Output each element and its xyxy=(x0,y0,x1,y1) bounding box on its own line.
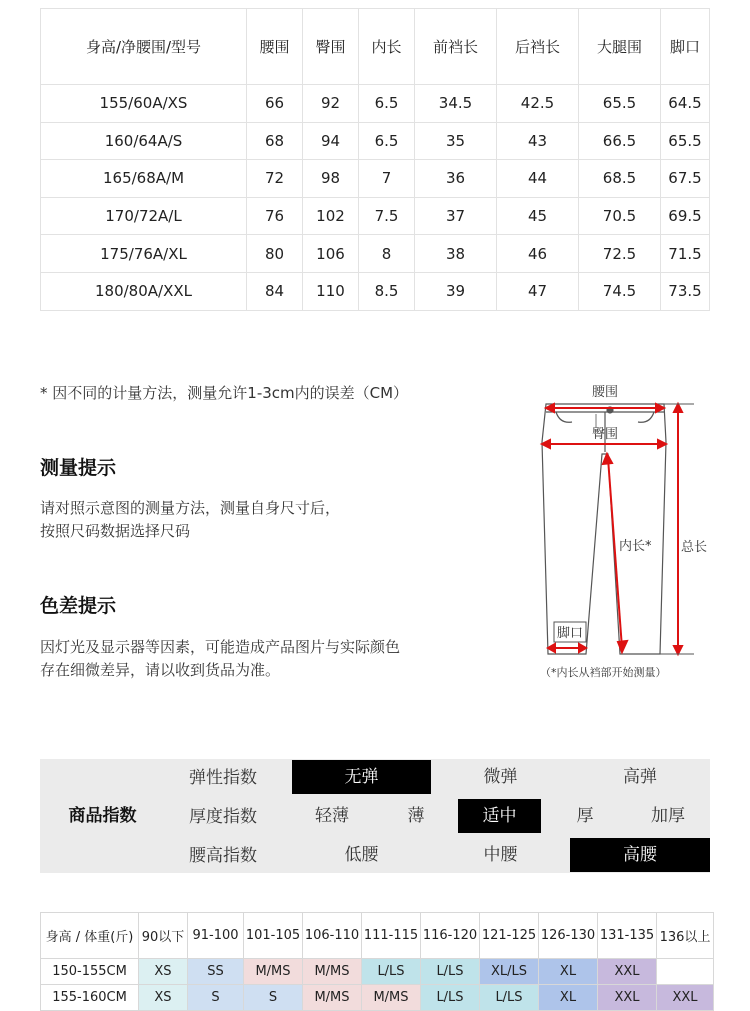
size-recommendation-cell: XL/LS xyxy=(480,959,539,985)
size-recommendation-cell: XXL xyxy=(598,985,657,1011)
size-recommendation-cell: XXL xyxy=(598,959,657,985)
header-front-rise: 前裆长 xyxy=(415,9,497,85)
height-weight-table xyxy=(40,912,714,1011)
size-value-cell: 74.5 xyxy=(579,272,661,310)
size-value-cell: 98 xyxy=(303,160,359,198)
header-thigh: 大腿围 xyxy=(579,9,661,85)
thickness-option: 厚 xyxy=(576,806,594,826)
elastic-option: 无弹 xyxy=(292,760,431,794)
color-tip-title: 色差提示 xyxy=(40,595,117,617)
size-row xyxy=(41,160,710,198)
size-value-cell: 47 xyxy=(497,272,579,310)
header-back-rise: 后裆长 xyxy=(497,9,579,85)
size-value-cell: 72 xyxy=(247,160,303,198)
weight-range-header: 90以下 xyxy=(139,913,188,959)
height-range-cell: 155-160CM xyxy=(41,985,139,1011)
size-value-cell: 38 xyxy=(415,235,497,273)
size-row xyxy=(41,235,710,273)
size-row xyxy=(41,85,710,123)
size-value-cell: 7.5 xyxy=(359,197,415,235)
weight-range-header: 91-100 xyxy=(188,913,244,959)
size-recommendation-cell: L/LS xyxy=(362,959,421,985)
size-recommendation-cell: XL xyxy=(539,959,598,985)
color-tip-line: 存在细微差异，请以收到货品为准。 xyxy=(40,661,281,679)
size-recommendation-cell xyxy=(657,959,714,985)
size-value-cell: 65.5 xyxy=(661,122,710,160)
size-value-cell: 36 xyxy=(415,160,497,198)
weight-range-header: 131-135 xyxy=(598,913,657,959)
size-value-cell: 71.5 xyxy=(661,235,710,273)
header-waist: 腰围 xyxy=(247,9,303,85)
size-value-cell: 65.5 xyxy=(579,85,661,123)
total-length-arrow xyxy=(674,404,682,654)
header-inseam: 内长 xyxy=(359,9,415,85)
waist-index-label: 腰高指数 xyxy=(189,846,257,866)
size-value-cell: 92 xyxy=(303,85,359,123)
size-value-cell: 66.5 xyxy=(579,122,661,160)
size-value-cell: 35 xyxy=(415,122,497,160)
size-recommendation-cell: L/LS xyxy=(421,959,480,985)
weight-range-header: 111-115 xyxy=(362,913,421,959)
size-value-cell: 44 xyxy=(497,160,579,198)
size-value-cell: 73.5 xyxy=(661,272,710,310)
size-value-cell: 72.5 xyxy=(579,235,661,273)
size-row xyxy=(41,197,710,235)
size-row xyxy=(41,272,710,310)
size-label-cell: 175/76A/XL xyxy=(41,235,247,273)
weight-range-header: 101-105 xyxy=(244,913,303,959)
size-value-cell: 6.5 xyxy=(359,85,415,123)
size-value-cell: 69.5 xyxy=(661,197,710,235)
diagram-waist-label: 腰围 xyxy=(592,385,619,400)
color-tip-line: 因灯光及显示器等因素，可能造成产品图片与实际颜色 xyxy=(40,638,401,656)
thickness-option: 加厚 xyxy=(651,806,685,826)
thickness-option: 适中 xyxy=(458,799,541,833)
size-label-cell: 160/64A/S xyxy=(41,122,247,160)
size-value-cell: 106 xyxy=(303,235,359,273)
size-value-cell: 34.5 xyxy=(415,85,497,123)
elastic-option: 高弹 xyxy=(623,767,657,787)
size-label-cell: 180/80A/XXL xyxy=(41,272,247,310)
waist-option: 高腰 xyxy=(570,838,710,872)
height-range-cell: 150-155CM xyxy=(41,959,139,985)
size-value-cell: 37 xyxy=(415,197,497,235)
color-tip-text xyxy=(40,636,400,682)
measure-tip-line: 请对照示意图的测量方法，测量自身尺寸后， xyxy=(40,499,341,517)
size-value-cell: 66 xyxy=(247,85,303,123)
size-table-header-row xyxy=(41,9,710,85)
diagram-hem-label: 脚口 xyxy=(557,626,584,641)
diagram-inseam-label: 内长* xyxy=(619,539,652,554)
size-recommendation-cell: S xyxy=(188,985,244,1011)
thickness-index-label: 厚度指数 xyxy=(189,807,257,827)
size-value-cell: 67.5 xyxy=(661,160,710,198)
thickness-option: 薄 xyxy=(407,806,425,826)
size-value-cell: 70.5 xyxy=(579,197,661,235)
size-recommendation-cell: S xyxy=(244,985,303,1011)
size-value-cell: 68 xyxy=(247,122,303,160)
size-label-cell: 155/60A/XS xyxy=(41,85,247,123)
weight-table-header-row xyxy=(41,913,714,959)
weight-range-header: 136以上 xyxy=(657,913,714,959)
size-value-cell: 8 xyxy=(359,235,415,273)
waist-option: 中腰 xyxy=(483,845,518,865)
header-hem: 脚口 xyxy=(661,9,710,85)
header-hip: 臀围 xyxy=(303,9,359,85)
size-value-cell: 6.5 xyxy=(359,122,415,160)
size-recommendation-cell: XS xyxy=(139,985,188,1011)
size-recommendation-cell: M/MS xyxy=(362,985,421,1011)
size-recommendation-cell: M/MS xyxy=(303,959,362,985)
size-value-cell: 102 xyxy=(303,197,359,235)
size-value-cell: 8.5 xyxy=(359,272,415,310)
size-label-cell: 170/72A/L xyxy=(41,197,247,235)
waist-option: 低腰 xyxy=(344,845,379,865)
diagram-caption: （*内长从裆部开始测量） xyxy=(540,666,667,679)
weight-row xyxy=(41,959,714,985)
size-value-cell: 42.5 xyxy=(497,85,579,123)
measurement-note: * 因不同的计量方法，测量允许1-3cm内的误差（CM） xyxy=(40,384,409,402)
size-value-cell: 76 xyxy=(247,197,303,235)
waist-arrow xyxy=(546,404,664,412)
size-recommendation-cell: L/LS xyxy=(480,985,539,1011)
elastic-option: 微弹 xyxy=(483,767,518,787)
size-value-cell: 64.5 xyxy=(661,85,710,123)
size-recommendation-cell: XXL xyxy=(657,985,714,1011)
size-value-cell: 46 xyxy=(497,235,579,273)
size-value-cell: 94 xyxy=(303,122,359,160)
size-value-cell: 68.5 xyxy=(579,160,661,198)
measure-tip-line: 按照尺码数据选择尺码 xyxy=(40,522,191,540)
size-row xyxy=(41,122,710,160)
thickness-option: 轻薄 xyxy=(315,806,349,826)
size-value-cell: 80 xyxy=(247,235,303,273)
weight-range-header: 126-130 xyxy=(539,913,598,959)
weight-header-corner: 身高 / 体重(斤) xyxy=(41,913,139,959)
size-value-cell: 45 xyxy=(497,197,579,235)
size-table xyxy=(40,8,710,311)
size-value-cell: 84 xyxy=(247,272,303,310)
header-size: 身高/净腰围/型号 xyxy=(41,9,247,85)
diagram-hip-label: 臀围 xyxy=(592,427,619,442)
size-value-cell: 110 xyxy=(303,272,359,310)
size-recommendation-cell: M/MS xyxy=(244,959,303,985)
size-value-cell: 43 xyxy=(497,122,579,160)
size-value-cell: 7 xyxy=(359,160,415,198)
size-recommendation-cell: XL xyxy=(539,985,598,1011)
product-index-panel xyxy=(40,759,710,873)
diagram-total-label: 总长 xyxy=(681,540,708,555)
size-value-cell: 39 xyxy=(415,272,497,310)
size-recommendation-cell: SS xyxy=(188,959,244,985)
weight-range-header: 116-120 xyxy=(421,913,480,959)
size-recommendation-cell: M/MS xyxy=(303,985,362,1011)
measure-tip-text xyxy=(40,497,340,543)
size-label-cell: 165/68A/M xyxy=(41,160,247,198)
elastic-index-label: 弹性指数 xyxy=(189,768,257,788)
hem-arrow xyxy=(548,644,586,652)
weight-range-header: 106-110 xyxy=(303,913,362,959)
weight-range-header: 121-125 xyxy=(480,913,539,959)
weight-row xyxy=(41,985,714,1011)
pants-measurement-diagram xyxy=(536,378,716,688)
size-recommendation-cell: XS xyxy=(139,959,188,985)
product-index-title: 商品指数 xyxy=(68,806,137,826)
size-recommendation-cell: L/LS xyxy=(421,985,480,1011)
measure-tip-title: 测量提示 xyxy=(40,457,117,479)
